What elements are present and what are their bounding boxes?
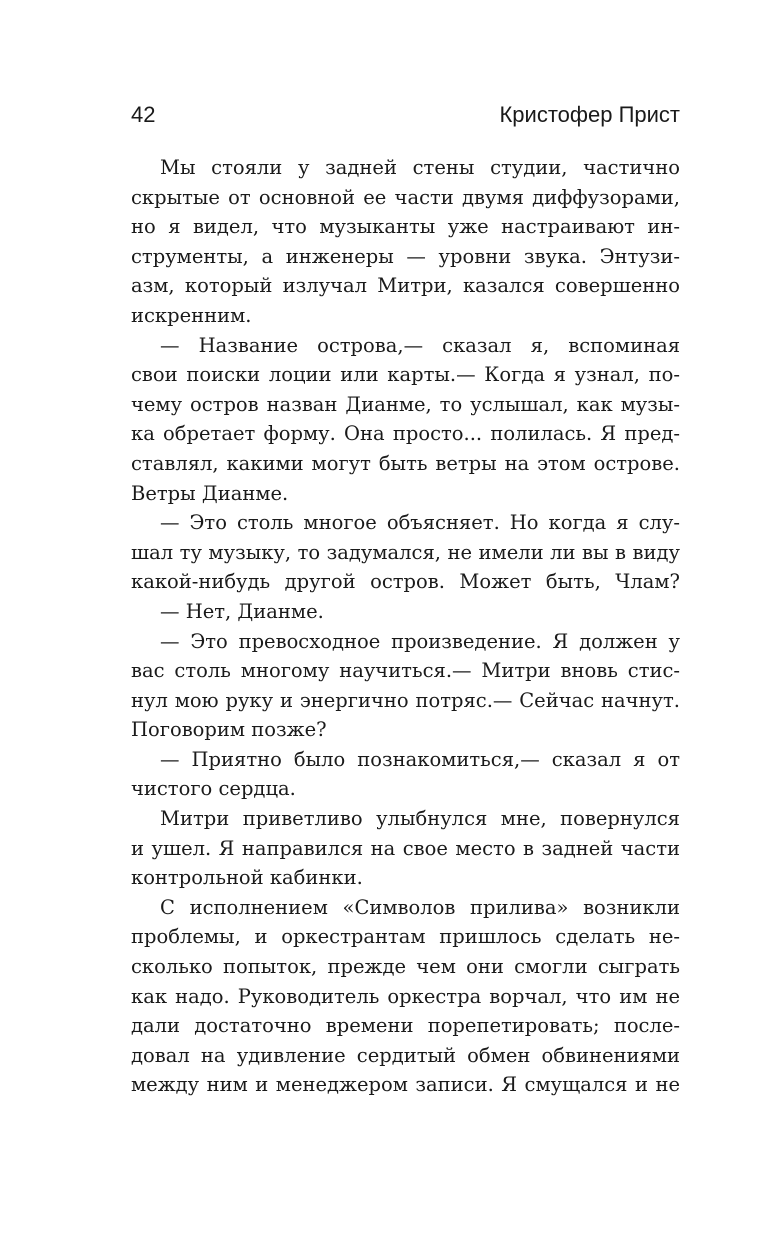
text-line: — Нет, Дианме. xyxy=(160,599,324,623)
text-line: контрольной кабинки. xyxy=(131,866,363,890)
text-line: вас столь многому научиться.— Митри вновь стис- xyxy=(131,659,680,683)
paragraph xyxy=(131,331,680,509)
text-line: — Это столь многое объясняет. Но когда я слу- xyxy=(160,511,680,535)
text-line: Мы стояли у задней стены студии, частично xyxy=(160,156,680,179)
text-line: — Это превосходное произведение. Я должен у xyxy=(160,629,680,653)
text-line: какой-нибудь другой остров. Может быть, Члам? xyxy=(131,570,680,594)
text-line: С исполнением «Символов прилива» возникли xyxy=(160,895,680,919)
body-text xyxy=(131,153,680,1100)
text-line: скрытые от основной ее части двумя диффузорами, xyxy=(131,185,680,209)
text-line: довал на удивление сердитый обмен обвинениями xyxy=(131,1043,680,1067)
text-line: Митри приветливо улыбнулся мне, повернулся xyxy=(160,807,680,831)
paragraph xyxy=(131,745,680,804)
text-line: струменты, а инженеры — уровни звука. Энтузи- xyxy=(131,244,680,268)
text-line: Поговорим позже? xyxy=(131,718,327,742)
paragraph xyxy=(131,153,680,331)
text-line: — Название острова,— сказал я, вспоминая xyxy=(160,333,680,357)
paragraph xyxy=(131,597,680,627)
paragraph xyxy=(131,508,680,597)
text-line: чистого сердца. xyxy=(131,777,296,801)
text-line: свои поиски лоции или карты.— Когда я узнал, по- xyxy=(131,363,680,387)
text-line: Ветры Дианме. xyxy=(131,481,289,505)
text-line: азм, который излучал Митри, казался совершенно xyxy=(131,274,680,298)
text-line: дали достаточно времени порепетировать; после- xyxy=(131,1014,680,1038)
text-line: чему остров назван Дианме, то услышал, как музы- xyxy=(131,392,680,416)
text-line: ставлял, какими могут быть ветры на этом острове. xyxy=(131,451,680,475)
text-line: — Приятно было познакомиться,— сказал я от xyxy=(160,747,680,771)
text-line: между ним и менеджером записи. Я смущался и не xyxy=(131,1073,680,1097)
text-line: шал ту музыку, то задумался, не имели ли вы в виду xyxy=(131,540,680,564)
page-number: 42 xyxy=(131,102,156,127)
text-line: ка обретает форму. Она просто... полилась. Я пред- xyxy=(131,422,680,446)
paragraph xyxy=(131,893,680,1100)
text-line: но я видел, что музыканты уже настраивают ин- xyxy=(131,215,680,239)
text-line: и ушел. Я направился на свое место в задней части xyxy=(131,836,680,860)
text-line: нул мою руку и энергично потряс.— Сейчас начнут. xyxy=(131,688,680,712)
text-line: сколько попыток, прежде чем они смогли сыграть xyxy=(131,955,680,979)
paragraph xyxy=(131,627,680,745)
running-header-author: Кристофер Прист xyxy=(499,102,680,127)
text-line: проблемы, и оркестрантам пришлось сделать не- xyxy=(131,925,680,949)
paragraph xyxy=(131,804,680,893)
text-line: искренним. xyxy=(131,303,252,327)
text-line: как надо. Руководитель оркестра ворчал, что им не xyxy=(131,984,680,1008)
